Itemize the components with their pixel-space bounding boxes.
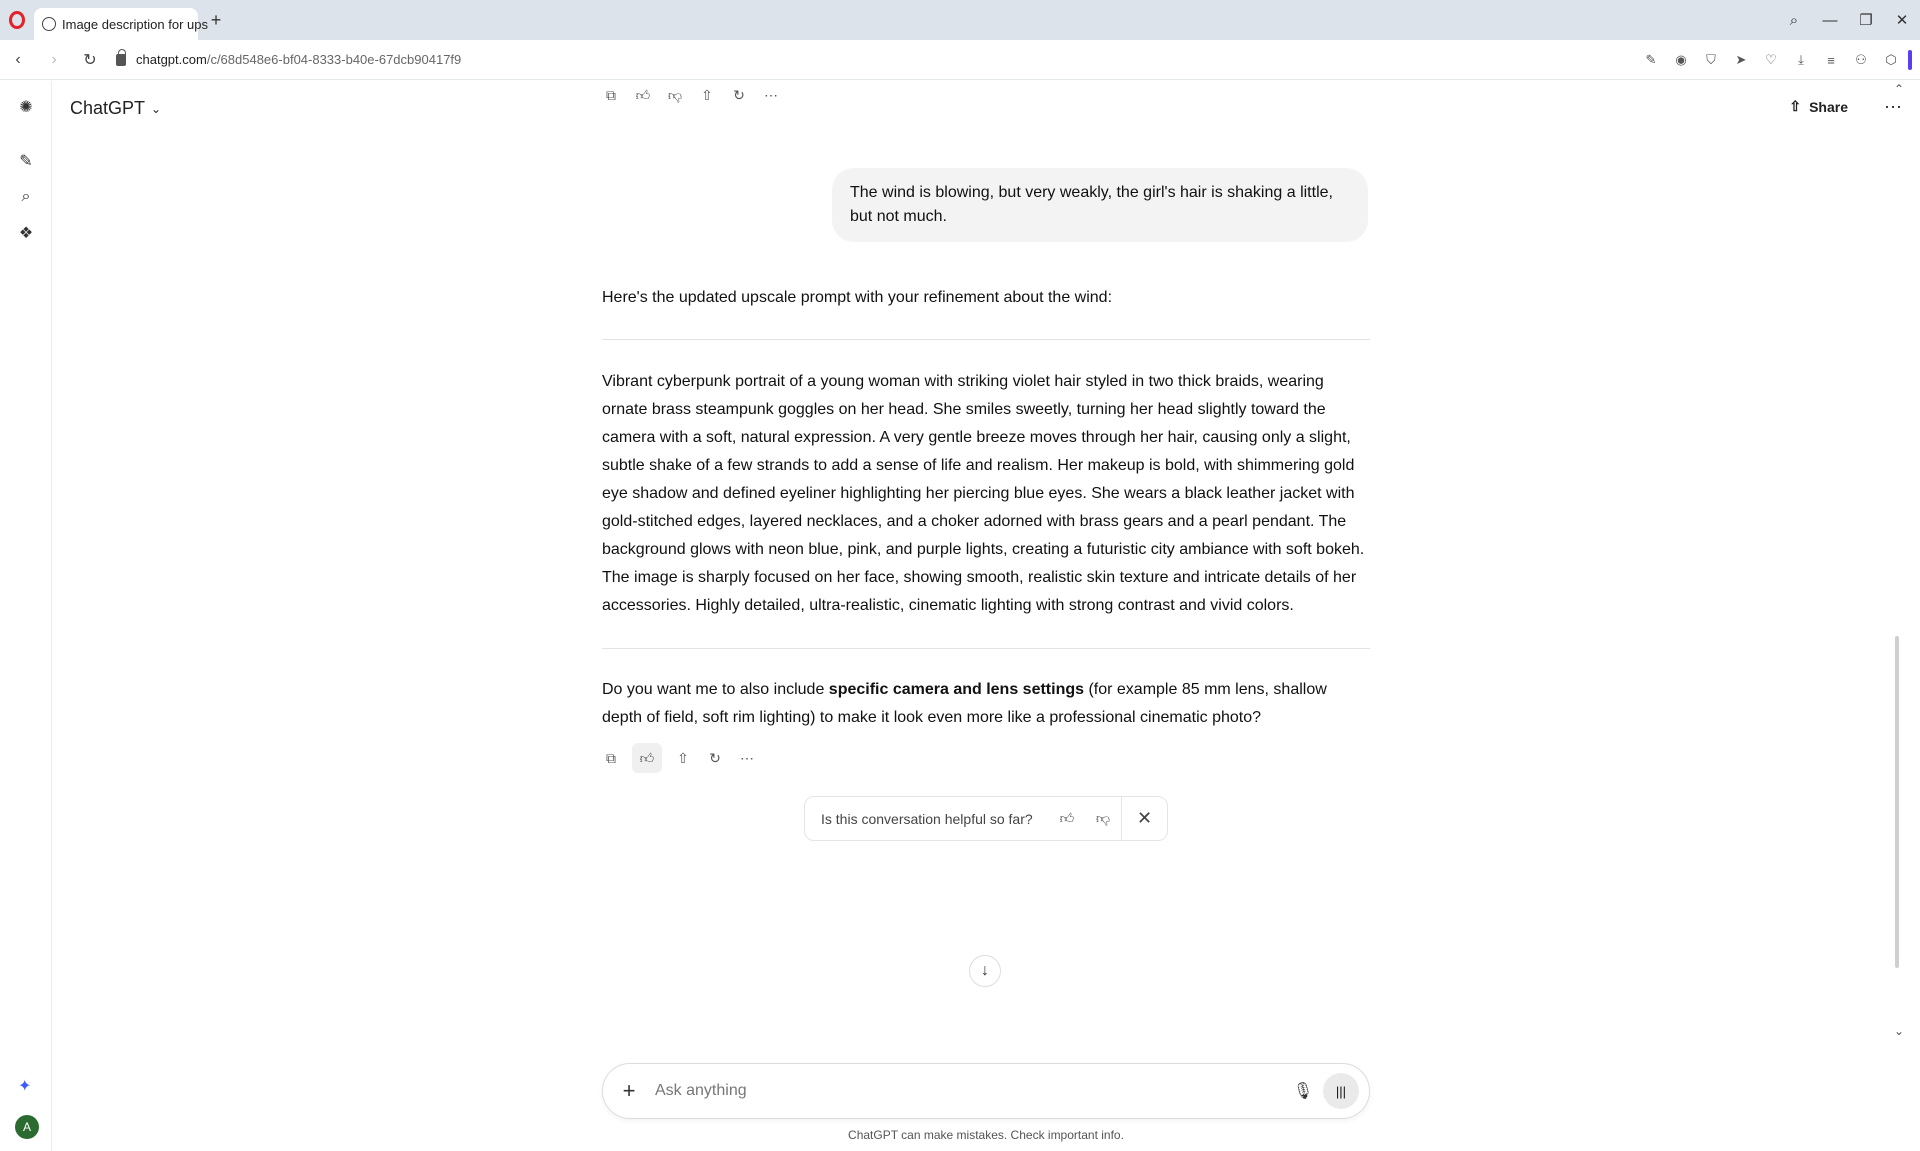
chevron-down-icon: ⌄ bbox=[151, 101, 162, 116]
tab-title: Image description for ups bbox=[62, 16, 208, 32]
left-rail bbox=[0, 81, 52, 1151]
thumbs-down-icon[interactable]: 👎︎ bbox=[1095, 810, 1111, 826]
assistant-followup bbox=[602, 676, 1370, 732]
share-icon[interactable]: ⇧ bbox=[701, 86, 713, 103]
followup-post: (for example 85 mm lens, shallow depth of field, soft rim lighting) to make it look even more like a professional cinematic photo? bbox=[602, 681, 1327, 726]
assistant-message-actions bbox=[600, 743, 758, 773]
composer bbox=[602, 1063, 1370, 1119]
sidebar-accent bbox=[1908, 50, 1912, 70]
opera-logo-icon[interactable] bbox=[0, 0, 34, 40]
share-button[interactable] bbox=[1789, 98, 1848, 115]
scroll-to-bottom-button[interactable]: ↓ bbox=[969, 955, 1001, 987]
assistant-prompt-text: Vibrant cyberpunk portrait of a young woman with striking violet hair styled in two thick braids, wearing ornate brass steampunk goggles on her head. She smiles sweetly, turning her head slightly toward the camera with a soft, natural expression. A very gentle breeze moves through her hair, causing only a slight, subtle shake of a few strands to add a sense of life and realism. Her makeup is bold, with shimmering gold eye shadow and defined eyeliner highlighting her piercing blue eyes. She wears a black leather jacket with gold-stitched edges, layered necklaces, and a choker adorned with brass gears and a pearl pendant. The background glows with neon blue, pink, and purple lights, creating a futuristic city ambiance with soft bokeh. The image is sharply focused on her face, showing smooth, realistic skin texture and intricate details of her accessories. Highly detailed, ultra-realistic, cinematic lighting with strong contrast and vivid colors. bbox=[602, 373, 1365, 614]
library-icon[interactable]: ❖ bbox=[18, 225, 34, 242]
thumbs-up-icon[interactable]: 👍︎ bbox=[635, 86, 651, 103]
menu-icon[interactable]: ≡ bbox=[1827, 52, 1835, 68]
previous-message-actions bbox=[600, 84, 782, 106]
search-tabs-icon[interactable]: ⌕ bbox=[1789, 11, 1799, 29]
feedback-question: Is this conversation helpful so far? bbox=[821, 810, 1033, 827]
new-tab-button[interactable]: + bbox=[210, 9, 222, 30]
chatgpt-favicon-icon bbox=[42, 17, 56, 31]
regenerate-icon[interactable]: ↻ bbox=[733, 86, 745, 103]
regenerate-icon[interactable]: ↻ bbox=[709, 749, 721, 766]
scroll-up-arrow-icon[interactable]: ⌃ bbox=[1893, 82, 1904, 96]
url-field[interactable] bbox=[116, 52, 461, 67]
voice-mode-icon[interactable]: ||| bbox=[1323, 1073, 1359, 1109]
divider bbox=[602, 339, 1370, 340]
reload-button[interactable]: ↻ bbox=[83, 51, 97, 69]
box-icon[interactable]: ⬡ bbox=[1885, 52, 1897, 67]
profile-icon[interactable]: ⚇ bbox=[1855, 52, 1867, 67]
url-host: chatgpt.com bbox=[136, 52, 207, 67]
camera-icon[interactable]: ◉ bbox=[1675, 52, 1687, 67]
more-icon[interactable]: ⋯ bbox=[740, 749, 754, 766]
copy-icon[interactable]: ⧉ bbox=[606, 86, 616, 103]
followup-bold: specific camera and lens settings bbox=[828, 681, 1085, 698]
heart-icon[interactable]: ♡ bbox=[1765, 52, 1777, 67]
lock-icon bbox=[116, 54, 126, 66]
model-picker[interactable] bbox=[70, 98, 161, 119]
add-attachment-icon[interactable]: + bbox=[622, 1078, 636, 1103]
browser-tab-bar bbox=[0, 0, 1920, 40]
back-button[interactable]: ‹ bbox=[15, 50, 21, 68]
window-controls bbox=[1776, 0, 1920, 40]
send-icon[interactable]: ➤ bbox=[1735, 52, 1747, 67]
shield-icon[interactable]: ⛉ bbox=[1706, 52, 1716, 67]
download-icon[interactable]: ⤓ bbox=[1798, 52, 1804, 67]
forward-button[interactable]: › bbox=[51, 50, 57, 68]
edit-icon[interactable]: ✎ bbox=[1645, 52, 1657, 67]
thumbs-down-icon[interactable]: 👎︎ bbox=[667, 86, 683, 103]
new-chat-icon[interactable]: ✎ bbox=[19, 153, 33, 170]
copy-icon[interactable]: ⧉ bbox=[606, 749, 616, 766]
model-name: ChatGPT bbox=[70, 98, 146, 118]
toolbar-icons bbox=[1642, 40, 1900, 80]
more-options-icon[interactable]: ⋯ bbox=[1884, 97, 1902, 117]
share-label: Share bbox=[1809, 98, 1848, 115]
restore-button[interactable]: ❐ bbox=[1859, 12, 1873, 29]
search-icon[interactable]: ⌕ bbox=[21, 188, 31, 205]
more-icon[interactable]: ⋯ bbox=[764, 86, 778, 103]
close-window-button[interactable]: ✕ bbox=[1895, 12, 1909, 29]
thumbs-up-icon[interactable]: 👍︎ bbox=[632, 743, 662, 773]
browser-tab[interactable] bbox=[34, 8, 208, 40]
share-icon: ⇧ bbox=[1789, 98, 1802, 114]
scroll-down-arrow-icon[interactable]: ⌄ bbox=[1893, 1024, 1904, 1038]
message-input[interactable] bbox=[655, 1082, 1283, 1100]
microphone-icon[interactable]: 🎙︎ bbox=[1292, 1083, 1314, 1100]
scrollbar-thumb[interactable] bbox=[1895, 636, 1899, 968]
feedback-prompt bbox=[804, 796, 1168, 841]
avatar[interactable]: A bbox=[15, 1115, 39, 1139]
openai-logo-icon[interactable]: ✺ bbox=[19, 99, 33, 116]
url-path: /c/68d548e6-bf04-8333-b40e-67dcb90417f9 bbox=[206, 52, 462, 67]
sparkle-icon[interactable]: ✦ bbox=[18, 1078, 32, 1095]
user-message: The wind is blowing, but very weakly, the girl's hair is shaking a little, but not much. bbox=[832, 168, 1368, 242]
address-bar bbox=[0, 40, 1920, 80]
share-icon[interactable]: ⇧ bbox=[677, 749, 689, 766]
minimize-button[interactable]: — bbox=[1822, 11, 1838, 29]
assistant-intro: Here's the updated upscale prompt with your refinement about the wind: bbox=[602, 289, 1113, 306]
disclaimer: ChatGPT can make mistakes. Check important info. bbox=[848, 1128, 1124, 1142]
thumbs-up-icon[interactable]: 👍︎ bbox=[1059, 810, 1075, 826]
divider bbox=[602, 648, 1370, 649]
close-icon[interactable]: ✕ bbox=[1121, 797, 1167, 840]
followup-pre: Do you want me to also include bbox=[602, 681, 829, 698]
